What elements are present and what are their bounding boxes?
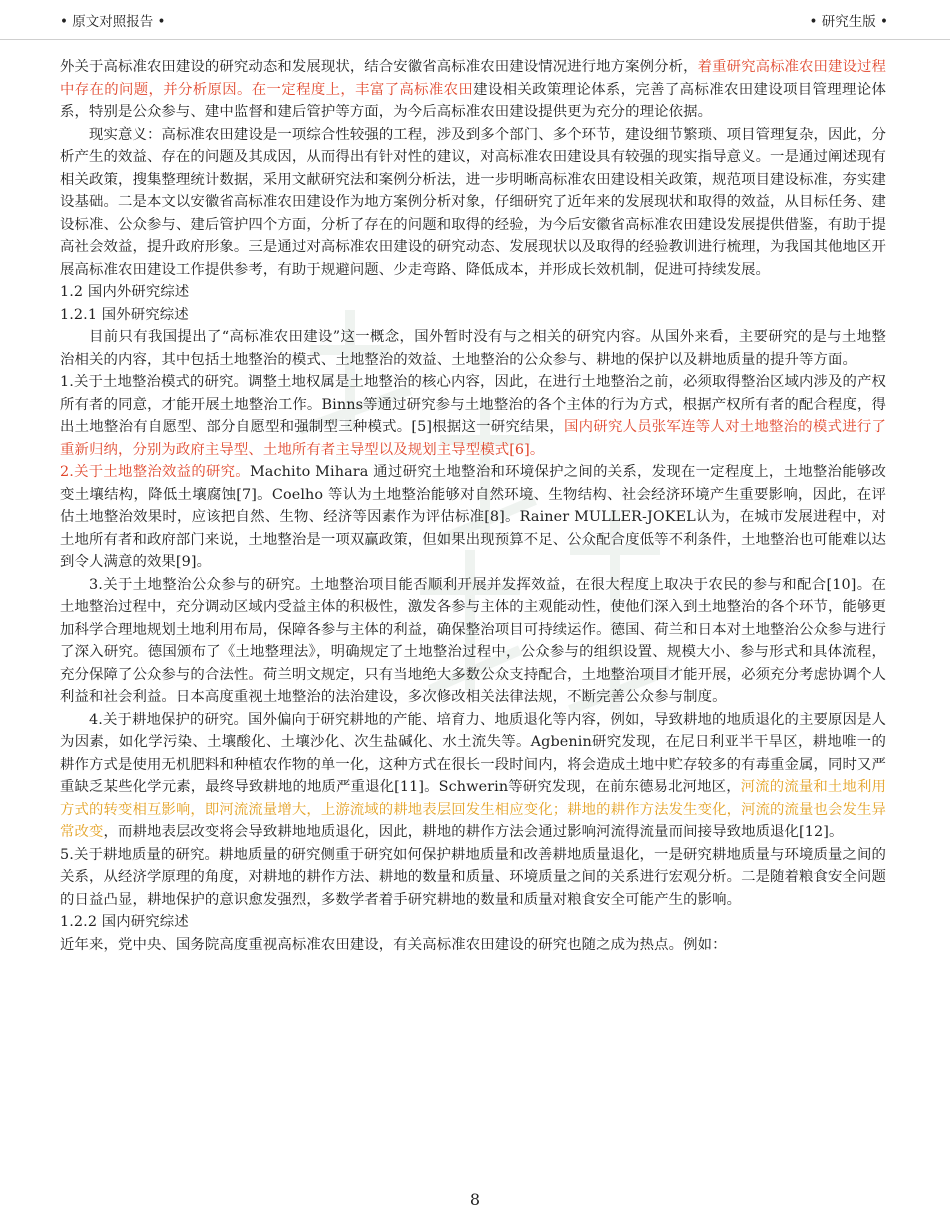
- paragraph-consolidation-mode: 1.关于土地整治模式的研究。调整土地权属是土地整治的核心内容，因此，在进行土地整治之前，必须取得整治区域内涉及的产权所有者的同意，才能开展土地整治工作。Binns等通过研究参与土地整治的各个主体的行为方式，根据产权所有者的配合程度，得出土地整治有自愿型、部分自愿型和强制型三种模式。[5]根据这一研究结果，国内研究人员张军连等人对土地整治的模式进行了重新归纳，分别为政府主导型、土地所有者主导型以及规划主导型模式[6]。: [60, 374, 886, 458]
- section-heading-1-2-2: 1.2.2 国内研究综述: [60, 914, 189, 930]
- document-body: [60, 56, 886, 956]
- page-number: 8: [469, 1190, 481, 1209]
- section-heading-1-2: 1.2 国内外研究综述: [60, 284, 190, 300]
- highlight-match: 2.关于土地整治效益的研究。: [60, 464, 250, 480]
- paragraph-public-participation: 3.关于土地整治公众参与的研究。土地整治项目能否顺利开展并发挥效益，在很大程度上取决于农民的参与和配合[10]。在土地整治过程中，充分调动区域内受益主体的积极性，激发各参与主体的主观能动性，使他们深入到土地整治的各个环节，能够更加科学合理地规划土地利用布局，保障各参与主体的利益，确保整治项目可持续运作。德国、荷兰和日本对土地整治公众参与进行了深入研究。德国颁布了《土地整理法》，明确规定了土地整治过程中，公众参与的组织设置、规模大小、参与形式和具体流程，充分保障了公众参与的合法性。荷兰明文规定，只有当地绝大多数公众支持配合，土地整治项目才能开展，必须充分考虑协调个人利益和社会利益。日本高度重视土地整治的法治建设，多次修改相关法律法规，不断完善公众参与制度。: [60, 576, 886, 705]
- highlight-match-partial: 河流的流量和土地利用方式的转变相互影响，即河流流量增大，上游流域的耕地表层回发生相应变化；耕地的耕作方法发生变化，河流的流量也会发生异常改变: [60, 779, 886, 840]
- paragraph-farmland-quality: 5.关于耕地质量的研究。耕地质量的研究侧重于研究如何保护耕地质量和改善耕地质量退化，一是研究耕地质量与环境质量之间的关系，从经济学原理的角度，对耕地的耕作方法、耕地的数量和质量、环境质量之间的关系进行宏观分析。二是随着粮食安全问题的日益凸显，耕地保护的意识愈发强烈，多数学者着手研究耕地的数量和质量对粮食安全可能产生的影响。: [60, 846, 886, 908]
- paragraph-practical-significance: 现实意义：高标准农田建设是一项综合性较强的工程，涉及到多个部门、多个环节，建设细节繁琐、项目管理复杂，因此，分析产生的效益、存在的问题及其成因，从而得出有针对性的建议，对高标准农田建设具有较强的现实指导意义。一是通过阐述现有相关政策，搜集整理统计数据，采用文献研究法和案例分析法，进一步明晰高标准农田建设相关政策，规范项目建设标准，夯实建设基础。二是本文以安徽省高标准农田建设作为地方案例分析对象，仔细研究了近年来的发展现状和取得的效益，从目标任务、建设标准、公众参与、建后管护四个方面，分析了存在的问题和取得的经验，为今后安徽省高标准农田建设发展提供借鉴，有助于提高社会效益，提升政府形象。三是通过对高标准农田建设的研究动态、发展现状以及取得的经验教训进行梳理，为我国其他地区开展高标准农田建设工作提供参考，有助于规避问题、少走弯路、降低成本，并形成长效机制，促进可持续发展。: [60, 126, 886, 278]
- page-header: [0, 0, 950, 40]
- paragraph-significance-theory: 外关于高标准农田建设的研究动态和发展现状，结合安徽省高标准农田建设情况进行地方案例分析，着重研究高标准农田建设过程中存在的问题，并分析原因。在一定程度上，丰富了高标准农田建设相关政策理论体系，完善了高标准农田建设项目管理理论体系，特别是公众参与、建中监督和建后管护等方面，为今后高标准农田建设提供更为充分的理论依据。: [60, 59, 886, 120]
- highlight-match: 着重研究高标准农田建设过程中存在的问题，并分析原因。在一定程度上，丰富了高标准农田: [60, 59, 886, 98]
- report-type-label: • 原文对照报告 •: [60, 14, 166, 30]
- paragraph-domestic-intro: 近年来，党中央、国务院高度重视高标准农田建设，有关高标准农田建设的研究也随之成为热点。例如：: [60, 936, 727, 953]
- paragraph-consolidation-benefit: 2.关于土地整治效益的研究。Machito Mihara 通过研究土地整治和环境保护之间的关系，发现在一定程度上，土地整治能够改变土壤结构，降低土壤腐蚀[7]。Coelho 等认为土地整治能够对自然环境、生物结构、社会经济环境产生重要影响，因此，在评估土地整治效果时，应该把自然、生物、经济等因素作为评估标准[8]。Rainer MULLER-JOKEL认为，在城市发展进程中，对土地所有者和政府部门来说，土地整治是一项双赢政策，但如果出现预算不足、公众配合度低等不利条件，土地整治也可能难以达到令人满意的效果[9]。: [60, 464, 886, 570]
- paragraph-foreign-overview: 目前只有我国提出了“高标准农田建设”这一概念，国外暂时没有与之相关的研究内容。从国外来看，主要研究的是与土地整治相关的内容，其中包括土地整治的模式、土地整治的效益、土地整治的公众参与、耕地的保护以及耕地质量的提升等方面。: [60, 329, 886, 368]
- edition-label: • 研究生版 •: [809, 14, 888, 30]
- section-heading-1-2-1: 1.2.1 国外研究综述: [60, 306, 189, 323]
- highlight-match: 国内研究人员张军连等人对土地整治的模式进行了重新归纳，分别为政府主导型、土地所有者主导型以及规划主导型模式[6]。: [60, 419, 886, 458]
- paragraph-farmland-protection: 4.关于耕地保护的研究。国外偏向于研究耕地的产能、培育力、地质退化等内容，例如，导致耕地的地质退化的主要原因是人为因素，如化学污染、土壤酸化、土壤沙化、次生盐碱化、水土流失等。Agbenin研究发现，在尼日利亚半干旱区，耕地唯一的耕作方式是使用无机肥料和种植农作物的单一化，这种方式在很长一段时间内，将会造成土地中贮存较多的有毒重金属，同时又严重缺乏某些化学元素，最终导致耕地的地质严重退化[11]。Schwerin等研究发现，在前东德易北河地区，河流的流量和土地利用方式的转变相互影响，即河流流量增大，上游流域的耕地表层回发生相应变化；耕地的耕作方法发生变化，河流的流量也会发生异常改变，而耕地表层改变将会导致耕地地质退化，因此，耕地的耕作方法会通过影响河流得流量而间接导致地质退化[12]。: [60, 711, 886, 840]
